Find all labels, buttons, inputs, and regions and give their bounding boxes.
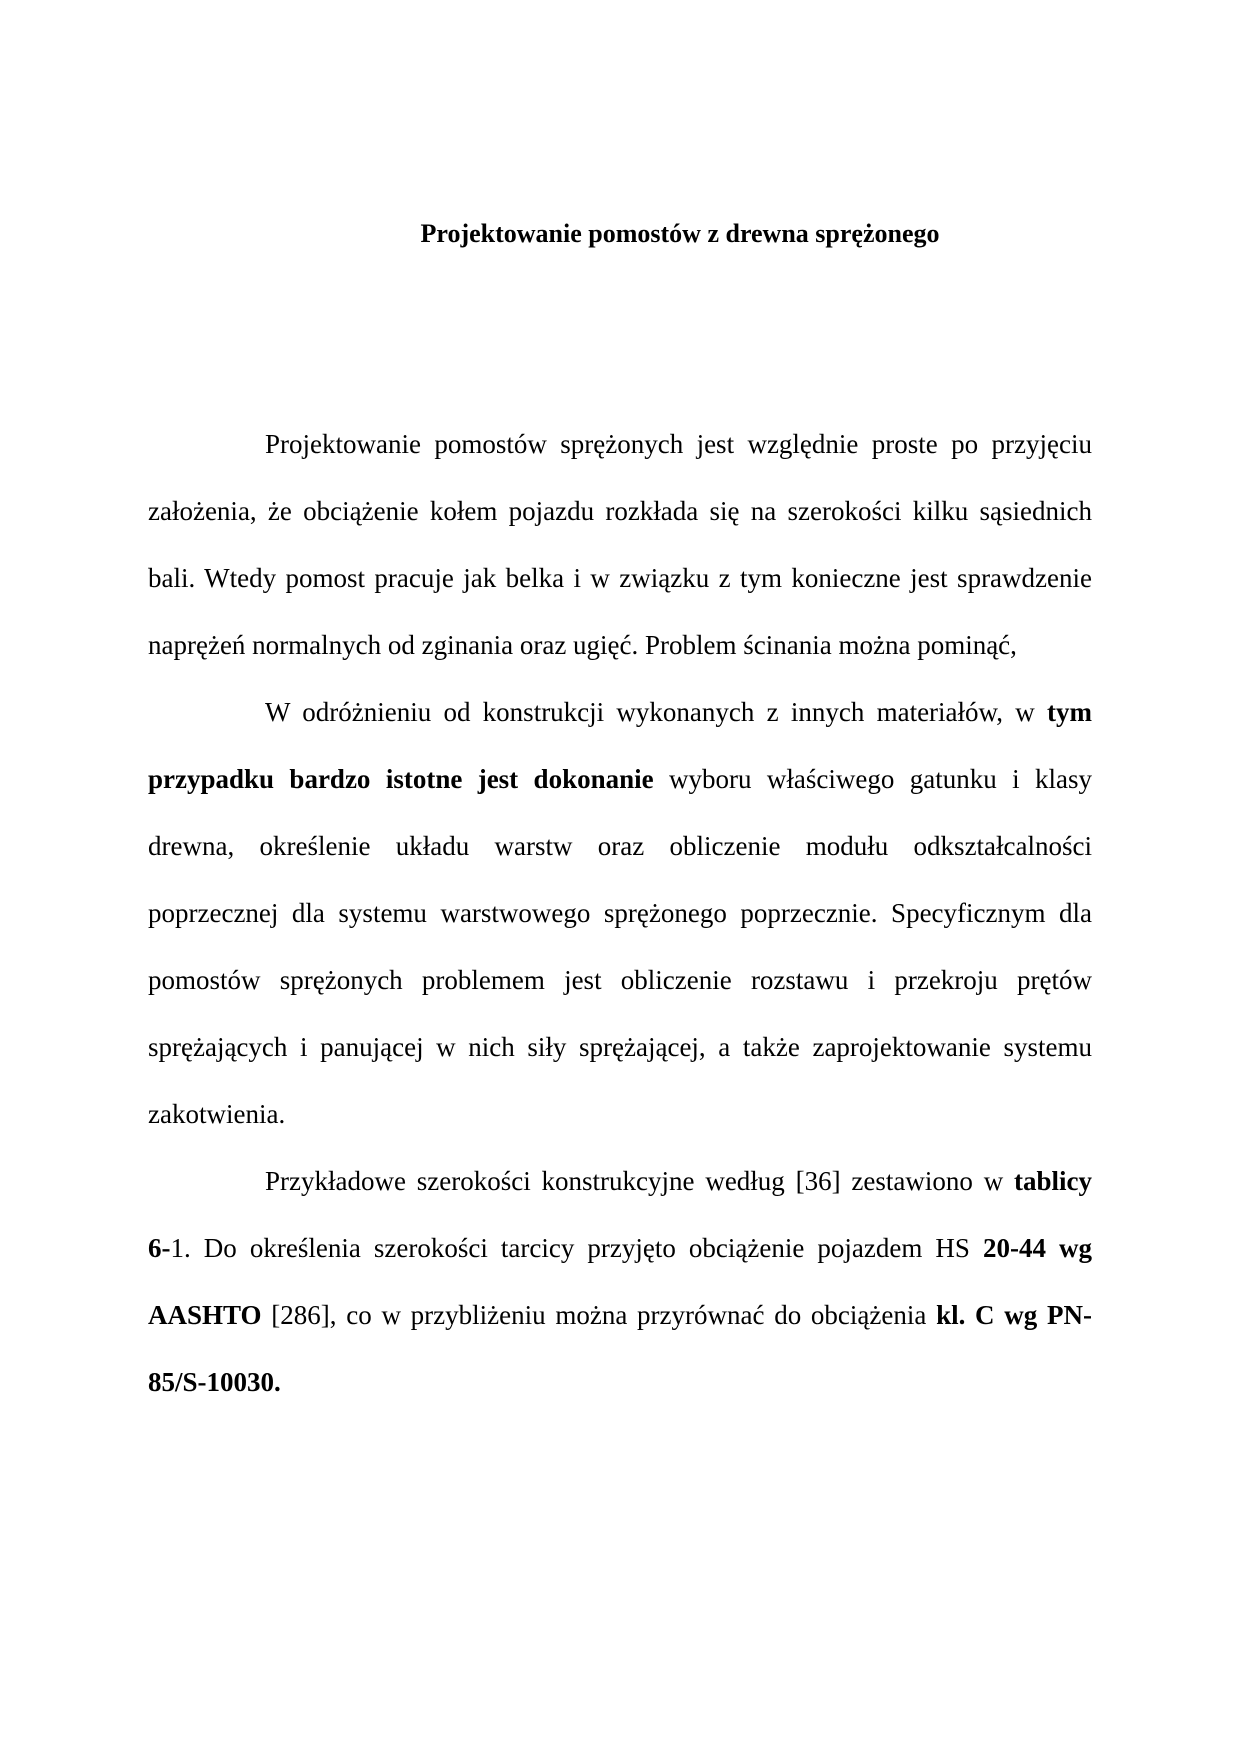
paragraph-3-text-1: Przykładowe szerokości konstrukcyjne według [36] zestawiono w [265, 1166, 1014, 1196]
paragraph-3-table-reference: tablicy 6- [148, 1166, 1092, 1263]
paragraph-3-aashto-reference: 20-44 wg AASHTO [148, 1233, 1092, 1330]
paragraph-1: Projektowanie pomostów sprężonych jest względnie proste po przyjęciu założenia, że obciążenie kołem pojazdu rozkłada się na szerokości kilku sąsiednich bali. Wtedy pomost pracuje jak belka i w związku z tym konieczne jest sprawdzenie naprężeń normalnych od zginania oraz ugięć. Problem ścinania można pominąć, [148, 429, 1092, 660]
paragraph-2-bold-phrase: tym przypadku bardzo istotne jest dokonanie [148, 697, 1092, 794]
paragraph-2 [148, 679, 1092, 1148]
paragraph-3 [148, 1148, 1092, 1416]
paragraph-3-text-2: 1. Do określenia szerokości tarcicy przyjęto obciążenie pojazdem HS [170, 1233, 983, 1263]
document-title: Projektowanie pomostów z drewna sprężonego [420, 219, 940, 248]
paragraph-3-text-3: [286], co w przybliżeniu można przyrównać do obciążenia [261, 1300, 937, 1330]
paragraph-2-text-1: W odróżnieniu od konstrukcji wykonanych z innych materiałów, w [265, 697, 1048, 727]
paragraph-3-standard-reference: kl. C wg PN-85/S-10030. [148, 1300, 1092, 1397]
paragraph-2-text-2: wyboru właściwego gatunku i klasy drewna, określenie układu warstw oraz obliczenie modułu odkształcalności poprzecznej dla systemu warstwowego sprężonego poprzecznie. Specyficznym dla pomostów sprężonych problemem jest obliczenie rozstawu i przekroju prętów sprężających i panującej w nich siły sprężającej, a także zaprojektowanie systemu zakotwienia. [148, 764, 1092, 1129]
document-body [148, 411, 1092, 1416]
